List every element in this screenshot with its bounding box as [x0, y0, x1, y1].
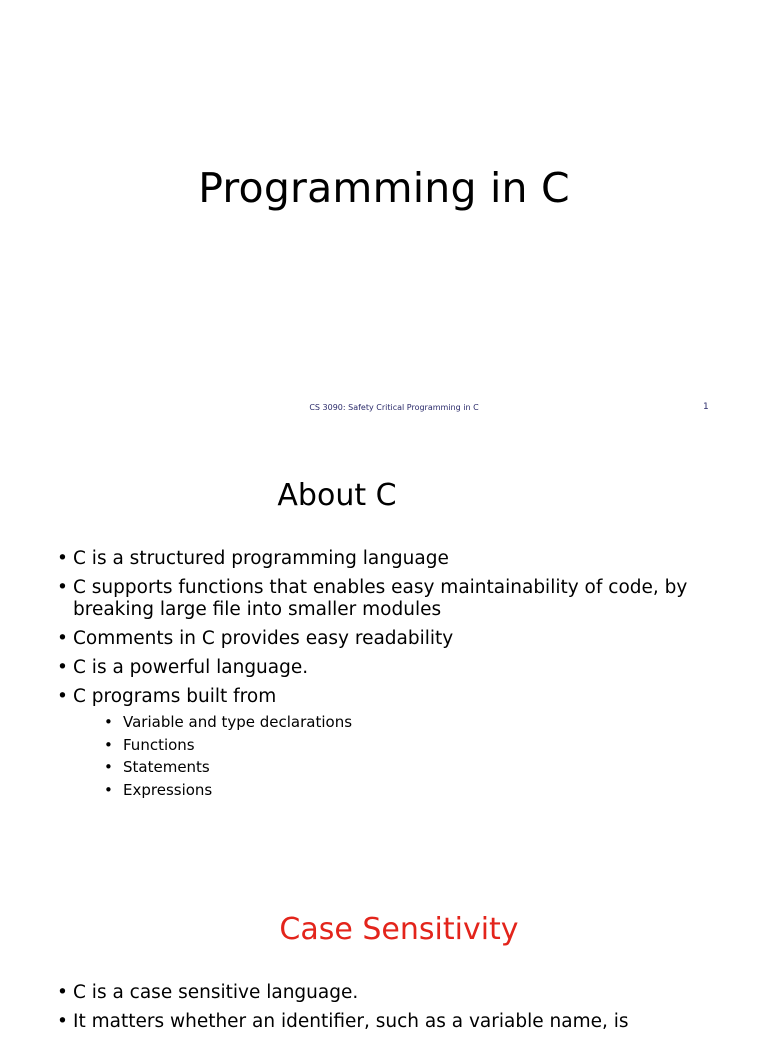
sub-bullet-list	[73, 711, 746, 801]
bullet-list	[56, 982, 746, 1040]
slide-title: Case Sensitivity	[279, 912, 519, 947]
slide-title: About C	[277, 478, 397, 513]
slide-footer: CS 3090: Safety Critical Programming in C	[309, 403, 479, 412]
bullet-item: • It matters whether an identifier, such as a variable name, is	[56, 1011, 746, 1033]
page-number: 1	[703, 402, 709, 412]
sub-bullet-item: • Expressions	[90, 779, 746, 802]
bullet-item: • Comments in C provides easy readability	[56, 628, 746, 650]
sub-bullet-item: • Variable and type declarations	[90, 711, 746, 734]
bullet-item: • C supports functions that enables easy maintainability of code, by breaking large file into smaller modules	[56, 577, 746, 621]
bullet-item-with-sublist	[56, 686, 746, 801]
bullet-item: • C is a structured programming language	[56, 548, 746, 570]
presentation-title: Programming in C	[198, 164, 570, 212]
bullet-item: • C is a case sensitive language.	[56, 982, 746, 1004]
sub-bullet-item: • Statements	[90, 756, 746, 779]
title-slide	[0, 0, 768, 430]
about-c-slide	[0, 430, 768, 850]
bullet-item: • C is a powerful language.	[56, 657, 746, 679]
case-sensitivity-slide	[0, 850, 768, 1032]
bullet-list	[56, 548, 746, 808]
sub-bullet-item: • Functions	[90, 734, 746, 757]
bullet-text: C programs built from	[73, 686, 277, 707]
